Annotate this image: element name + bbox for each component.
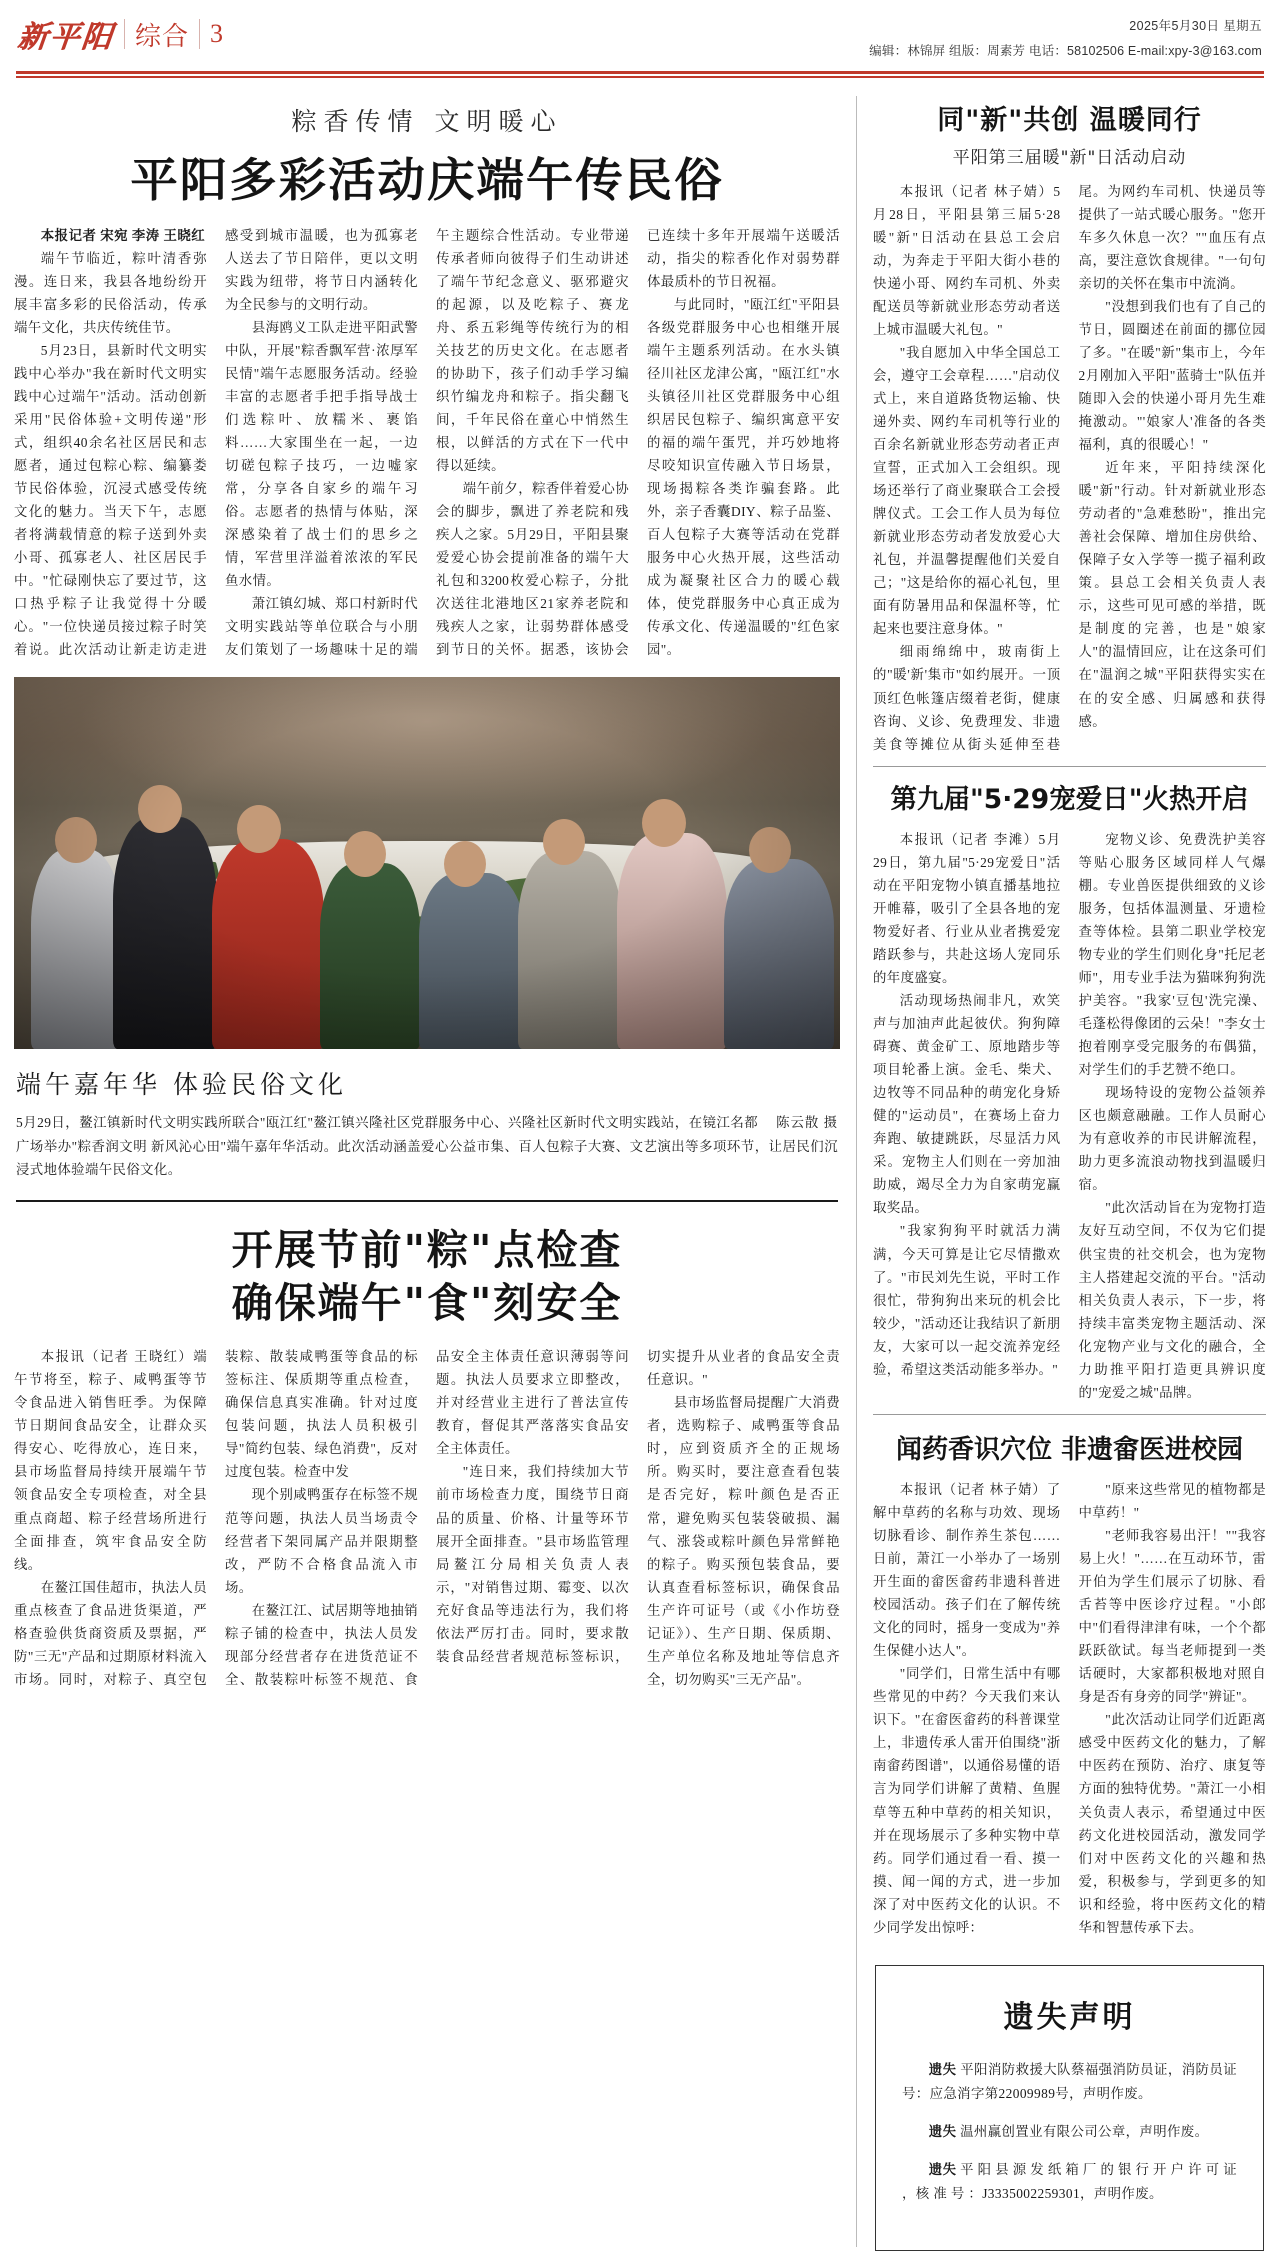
newspaper-logo: 新平阳: [16, 12, 117, 56]
photo-caption-title: 端午嘉年华 体验民俗文化: [16, 1065, 840, 1101]
article1-headline: 平阳多彩活动庆端午传民俗: [2, 144, 853, 210]
article2-headline-line2: 确保端午"食"刻安全: [14, 1277, 840, 1329]
loss-notice-text: 平阳消防救援大队蔡福强消防员证，消防员证号：应急消字第22009989号，声明作废。: [902, 2062, 1237, 2101]
article1-byline: 本报记者 宋宛 李涛 王晓红: [41, 228, 205, 243]
page-number: 3: [210, 19, 223, 49]
article2-para-3: 在鳌江江、试居期等地抽销粽子铺的检查中，执法人员发现部分经营者存在进货范证不全、散装粽叶标签不规范、食品安全主体责任意识薄弱等问题。执法人员要求立即整改，并对经营业主进行了普法宣传教育，督促其严落落实食品安全主体责任。: [225, 1345, 629, 1691]
staff-credits: 编辑：林锦屏 组版：周素芳 电话：58102506 E-mail:xpy-3@163.com: [869, 41, 1262, 59]
masthead-meta: [869, 12, 1262, 59]
right-a1-para-0: 本报讯（记者 林子婧）5月28日，平阳县第三届5·28暖"新"日活动在县总工会启动，为奔走于平阳大街小巷的快递小哥、网约车司机、外卖配送员等新就业形态劳动者送上城市温暖大礼包。": [873, 180, 1061, 341]
masthead: [14, 0, 1266, 65]
photo-caption-body: [16, 1111, 838, 1181]
festival-photo: [14, 677, 840, 1049]
loss-notice-item: [902, 2120, 1237, 2144]
loss-notice-label: 遗失: [929, 2162, 957, 2177]
section-name: 综合: [135, 16, 189, 53]
article1-para-5: 端午前夕，粽香伴着爱心协会的脚步，飘进了养老院和残疾人之家。5月29日，平阳县聚爱爱心协会提前准备的端午大礼包和3200枚爱心粽子，分批次送往北港地区21家养老院和残疾人之家，让弱势群体感受到节日的关怀。据悉，该协会已连续十多年开展端午送暖活动，指尖的粽香化作对弱势群体最质朴的节日祝福。: [436, 224, 840, 662]
article1-para-6: 与此同时，"瓯江红"平阳县各级党群服务中心也相继开展端午主题系列活动。在水头镇径川社区龙津公寓，"瓯江红"水头镇径川社区党群服务中心组织居民包粽子、编织寓意平安的福的端午蛋咒，并巧妙地将尽咬知识宣传融入节日场景，现场揭粽各类诈骗套路。此外，亲子香囊DIY、粽子品鉴、百人包粽子大赛等活动在党群服务中心火热开展，这些活动成为凝聚社区合力的暖心载体，使党群服务中心真正成为传承文化、传递温暖的"红色家园"。: [647, 293, 840, 662]
loss-notice-item: [902, 2158, 1237, 2206]
right-article3-body: [873, 1478, 1266, 1939]
right-article1-body: [873, 180, 1266, 756]
right-a3-para-4: "此次活动让同学们近距离感受中医药文化的魅力，了解中医药在预防、治疗、康复等方面的独特优势。"萧江一小相关负责人表示，希望通过中医药文化进校园活动，激发同学们对中医药文化的兴趣和热爱，积极参与，学到更多的知识和经验，将中医药文化的精华和智慧传承下去。: [1079, 1708, 1267, 1938]
masthead-rule: [16, 71, 1264, 74]
right-a1-para-1: "我自愿加入中华全国总工会，遵守工会章程……"启动仪式上，来自道路货物运输、快递外卖、网约车司机等行业的百余名新就业形态劳动者正声宣誓，正式加入工会组织。现场还举行了商业聚联合工会授牌仪式。工会工作人员为每位新就业形态劳动者发放爱心大礼包，并温馨提醒他们关爱自己；"这是给你的福心礼包，里面有防暑用品和保温杯等，忙起来也要注意身体。": [873, 341, 1061, 641]
right-a2-para-5: "此次活动旨在为宠物打造友好互动空间，不仅为它们提供宝贵的社交机会，也为宠物主人搭建起交流的平台。"活动相关负责人表示，下一步，将持续丰富类宠物主题活动、深化宠物产业与文化的融合，全力助推平阳打造更具辨识度的"宠爱之城"品牌。: [1079, 1196, 1267, 1403]
photo-block: [14, 677, 840, 1181]
right-a2-para-2: "我家狗狗平时就活力满满，今天可算是让它尽情撒欢了。"市民刘先生说，平时工作很忙，带狗狗出来玩的机会比较少，"活动还让我结识了新朋友，大家可以一起交流养宠经验，希望这类活动能多举办。": [873, 1219, 1061, 1380]
loss-notice-label: 遗失: [929, 2062, 957, 2077]
right-a2-para-0: 本报讯（记者 李滩）5月29日，第九届"5·29宠爱日"活动在平阳宠物小镇直播基地拉开帷幕，吸引了全县各地的宠物爱好者、行业从业者携爱宠踏跃参与，共赴这场人宠同乐的年度盛宴。: [873, 828, 1061, 989]
loss-notice-title: 遗失声明: [902, 1992, 1237, 2036]
right-a3-para-0: 本报讯（记者 林子婧）了解中草药的名称与功效、现场切脉看诊、制作养生茶包……日前，萧江一小举办了一场别开生面的畲医畲药非遗科普进校园活动。孩子们在了解传统文化的同时，摇身一变成为"养生保健小达人"。: [873, 1478, 1061, 1662]
page-body: [14, 92, 1266, 2251]
right-divider-1: [873, 766, 1266, 767]
right-a3-para-1: "同学们，日常生活中有哪些常见的中药？今天我们来认识下。"在畲医畲药的科普课堂上，非遗传承人雷开伯围绕"浙南畲药图谱"，以通俗易懂的语言为同学们讲解了黄精、鱼腥草等五种中草药的相关知识，并在现场展示了多种实物中草药。同学们通过看一看、摸一摸、闻一闻的方式，进一步加深了对中医药文化的认识。不少同学发出惊呼：: [873, 1662, 1061, 1939]
article1-kicker: 粽香传情 文明暖心: [14, 102, 840, 138]
right-article1-subhead: 平阳第三届暖"新"日活动启动: [873, 143, 1266, 168]
right-a1-para-3: "没想到我们也有了自己的节日，圆圈述在前面的挪位园了多。"在暖"新"集市上，今年2月刚加入平阳"蓝骑士"队伍并随即入会的快递小哥月先生难掩激动。"'娘家人'准备的各类福利，真的很暖心！": [1079, 295, 1267, 456]
section-rule: [16, 1200, 838, 1203]
article2-para-4: "连日来，我们持续加大节前市场检查力度，围绕节日商品的质量、价格、计量等环节展开全面排查。"县市场监管理局鳌江分局相关负责人表示，"对销售过期、霉变、以次充好食品等违法行为，我们将依法严厉打击。同时，要求散装食品经营者规范标签标识，切实提升从业者的食品安全责任意识。": [436, 1345, 840, 1691]
left-column: [14, 92, 856, 2251]
article2-para-0: 本报讯（记者 王晓红）端午节将至，粽子、咸鸭蛋等节令食品进入销售旺季。为保障节日期间食品安全，让群众买得安心、吃得放心，连日来，县市场监督局持续开展端午节领食品安全专项检查，对全县重点商超、粽子经营场所进行全面排查，筑牢食品安全防线。: [14, 1345, 207, 1575]
article2-headline: [14, 1224, 840, 1329]
loss-notice-item: [902, 2058, 1237, 2106]
loss-notice-text: 平 阳 县 源 发 纸 箱 厂 的 银 行 开 户 许 可 证 ，核 准 号 ：J3335002259301，声明作废。: [902, 2162, 1237, 2201]
loss-notice-label: 遗失: [929, 2124, 957, 2139]
article1-para-3: 县海鸥义工队走进平阳武警中队，开展"粽香飘军营·浓厚军民情"端午志愿服务活动。经验丰富的志愿者手把手指导战士们选粽叶、放糯米、裹馅料……大家围坐在一起，一边切磋包粽子技巧，一边嘘家常，分享各自家乡的端午习俗。志愿者的热情与体贴，深深感染着了战士们的思乡之情，军营里洋溢着浓浓的军民鱼水情。: [225, 316, 418, 593]
article2-para-5: 县市场监督局提醒广大消费者，选购粽子、咸鸭蛋等食品时，应到资质齐全的正规场所。购买时，要注意查看包装是否完好，粽叶颜色是否正常，避免购买包装袋破损、漏气、涨袋或粽叶颜色异常鲜艳的粽子。购买预包装食品，要认真查看标签标识，确保食品生产许可证号（或《小作坊登记证》）、生产日期、保质期、生产单位名称及地址等信息齐全，切勿购买"三无产品"。: [647, 1391, 840, 1691]
masthead-rule-thin: [16, 76, 1264, 78]
photo-credit: 陈云散 摄: [776, 1111, 838, 1134]
article1-para-0: [14, 224, 207, 247]
photo-caption-text: 5月29日，鳌江镇新时代文明实践所联合"瓯江红"鳌江镇兴隆社区党群服务中心、兴隆社区新时代文明实践站，在镜江名都广场举办"粽香润文明 新风沁心田"端午嘉年华活动。此次活动涵盖爱心公益市集、百人包粽子大赛、文艺演出等多项环节，让居民们沉浸式地体验端午民俗文化。: [16, 1115, 838, 1177]
right-article3-headline: 闻药香识穴位 非遗畲医进校园: [873, 1429, 1266, 1466]
article1-para-1: 端午节临近，粽叶清香弥漫。连日来，我县各地纷纷开展丰富多彩的民俗活动，传承端午文化，共庆传统佳节。: [14, 247, 207, 339]
right-article2-body: [873, 828, 1266, 1404]
article2-para-2: 现个别咸鸭蛋存在标签不规范等问题，执法人员当场责令经营者下架同属产品并限期整改，严防不合格食品流入市场。: [225, 1483, 418, 1598]
photo-vignette: [14, 677, 840, 1049]
article2-body: [14, 1345, 840, 1691]
right-a1-para-2: 细雨绵绵中，玻南街上的"暖'新'集市"如约展开。一顶顶红色帐篷店缀着老街，健康咨询、义诊、免费理发、非遗美食等摊位从街头延伸至巷尾。为网约车司机、快递员等提供了一站式暖心服务。"您开车多久休息一次？""血压有点高，要注意饮食规律。"一句句亲切的关怀在集市中流淌。: [873, 180, 1266, 756]
article1-body: [14, 224, 840, 662]
loss-notice-box: [875, 1965, 1264, 2251]
right-a3-para-3: "老师我容易出汗！""我容易上火！"……在互动环节，雷开伯为学生们展示了切脉、看舌苔等中医诊疗过程。"小郎中"们看得津津有味，一个个都跃跃欲试。每当老师提到一类话硬时，大家都积极地对照自身是否有身旁的同学"辨证"。: [1079, 1524, 1267, 1708]
article2-headline-line1: 开展节前"粽"点检查: [14, 1224, 840, 1276]
right-a2-para-1: 活动现场热闹非凡，欢笑声与加油声此起彼伏。狗狗障碍赛、黄金矿工、原地踏步等项目轮番上演。金毛、柴犬、边牧等不同品种的萌宠化身矫健的"运动员"，在赛场上奋力奔跑、敏捷跳跃，尽显活力风采。宠物主人们则在一旁加油助威，竭尽全力为自家萌宠赢取奖品。: [873, 989, 1061, 1219]
publication-date: 2025年5月30日 星期五: [869, 16, 1262, 34]
masthead-divider-1: [124, 19, 125, 49]
right-a2-para-3: 宠物义诊、免费洗护美容等贴心服务区域同样人气爆棚。专业兽医提供细致的义诊服务，包括体温测量、牙遗检查等体检。县第二职业学校宠物专业的学生们则化身"托尼老师"，用专业手法为猫咪狗狗洗护美容。"我家'豆包'洗完澡、毛蓬松得像团的云朵！"李女士抱着刚享受完服务的布偶猫，对学生们的手艺赞不绝口。: [1079, 828, 1267, 1082]
masthead-divider-2: [199, 19, 200, 49]
article2-para-1: 在鳌江国佳超市，执法人员重点核查了食品进货渠道，严格查验供货商资质及票据，严防"三无"产品和过期原材料流入市场。同时，对粽子、真空包装粽、散装咸鸭蛋等食品的标签标注、保质期等重点检查，确保信息真实准确。针对过度包装问题，执法人员积极引导"简约包装、绿色消费"，反对过度包装。检查中发: [14, 1345, 418, 1691]
right-a3-para-2: "原来这些常见的植物都是中草药！": [1079, 1478, 1267, 1524]
masthead-brand-group: [18, 12, 223, 56]
right-a2-para-4: 现场特设的宠物公益领养区也颇意融融。工作人员耐心为有意收养的市民讲解流程，助力更多流浪动物找到温暖归宿。: [1079, 1081, 1267, 1196]
article1-para-4: 萧江镇幻城、郑口村新时代文明实践站等单位联合与小朋友们策划了一场趣味十足的端午主题综合性活动。专业带递传承者师向彼得子们生动讲述了端午节纪念意义、驱邪避灾的起源，以及吃粽子、赛龙舟、系五彩绳等传统行为的相关技艺的历史文化。在志愿者的协助下，孩子们动手学习编织竹编龙舟和粽子。指尖翻飞间，千年民俗在童心中悄然生根，以鲜活的方式在下一代中得以延续。: [225, 224, 629, 662]
right-article1-headline: 同"新"共创 温暖同行: [873, 98, 1266, 137]
right-column: [857, 92, 1266, 2251]
right-divider-2: [873, 1414, 1266, 1415]
right-article2-headline: 第九届"5·29宠爱日"火热开启: [873, 777, 1266, 816]
article1-para-2: 5月23日，县新时代文明实践中心举办"我在新时代文明实践中心过端午"活动。活动创新采用"民俗体验+文明传递"形式，组织40余名社区居民和志愿者，通过包粽心粽、编纂娄节民俗体验，沉浸式感受传统文化的魅力。当天下午，志愿者将满载情意的粽子送到外卖小哥、孤寡老人、社区居民手中。"忙碌刚快忘了要过节，这口热乎粽子让我觉得十分暖心。"一位快递员接过粽子时笑着说。此次活动让新走访走进感受到城市温暖，也为孤寡老人送去了节日陪伴，更以文明实践为纽带，将节日内涵转化为全民参与的文明行动。: [14, 224, 418, 662]
right-a1-para-4: 近年来，平阳持续深化暖"新"行动。针对新就业形态劳动者的"急难愁盼"，推出完善社会保障、增加住房供给、保障子女入学等一揽子福利政策。县总工会相关负责人表示，这些可见可感的举措，既是制度的完善，也是"娘家人"的温情回应，让在这条可们在"温润之城"平阳获得实实在在的安全感、归属感和获得感。: [1079, 456, 1267, 733]
loss-notice-text: 温州赢创置业有限公司公章，声明作废。: [960, 2124, 1208, 2139]
